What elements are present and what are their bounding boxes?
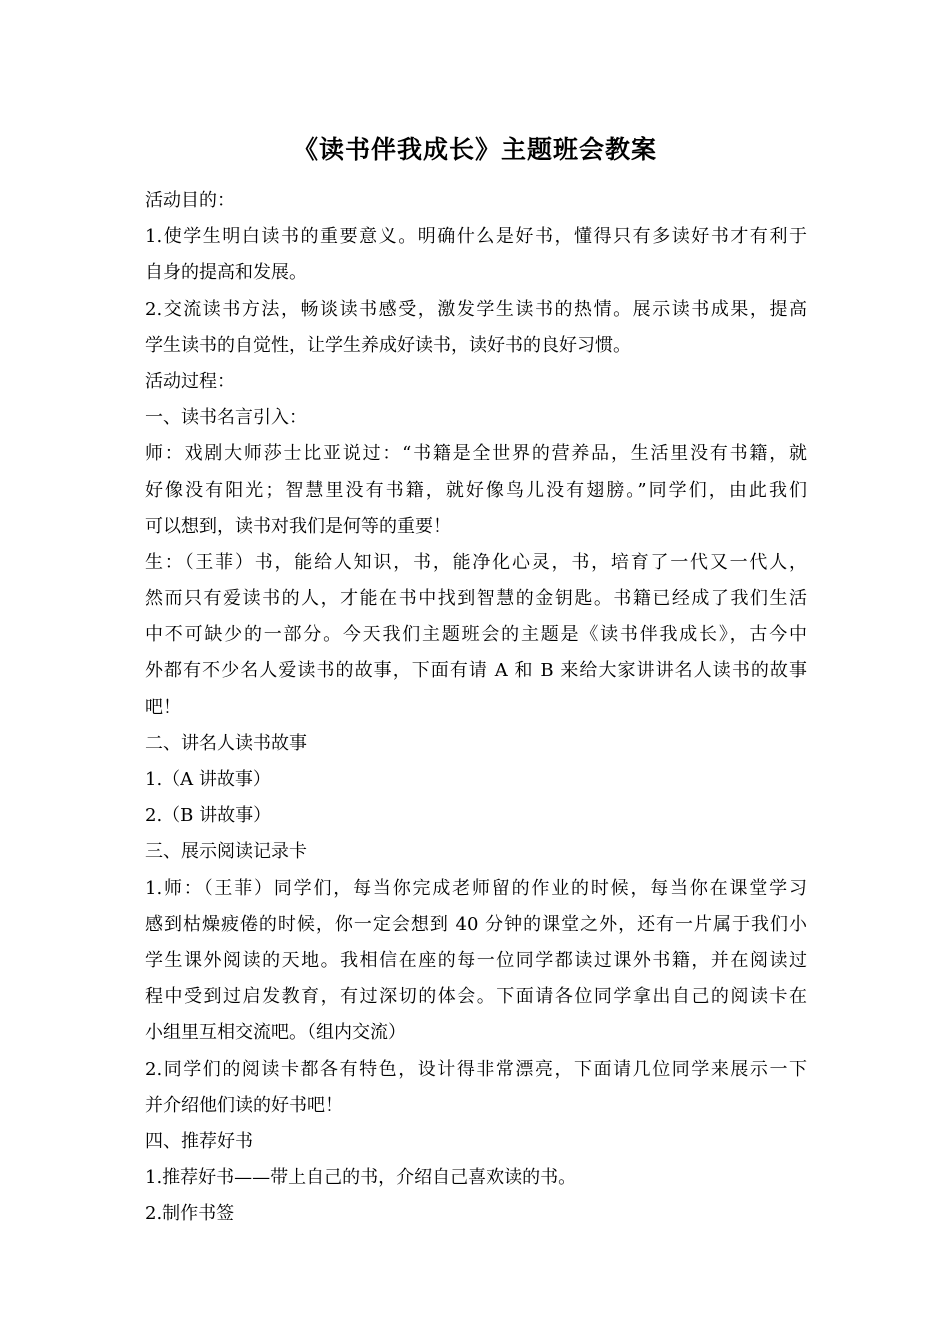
text-line: 感到枯燥疲倦的时候，你一定会想到 40 分钟的课堂之外，还有一片属于我们小 <box>145 913 807 935</box>
text-line: 1.使学生明白读书的重要意义。明确什么是好书，懂得只有多读好书才有利于 <box>145 226 807 248</box>
document-title: 《读书伴我成长》主题班会教案 <box>292 135 657 164</box>
text-line: 中不可缺少的一部分。今天我们主题班会的主题是《读书伴我成长》，古今中 <box>145 624 807 646</box>
text-line: 2.制作书签 <box>145 1203 235 1225</box>
text-line: 程中受到过启发教育，有过深切的体会。下面请各位同学拿出自己的阅读卡在 <box>145 986 807 1008</box>
text-line: 小组里互相交流吧。（组内交流） <box>145 1022 406 1044</box>
text-line: 二、讲名人读书故事 <box>145 732 307 754</box>
text-line: 可以想到，读书对我们是何等的重要！ <box>145 515 451 537</box>
text-line: 学生课外阅读的天地。我相信在座的每一位同学都读过课外书籍，并在阅读过 <box>145 949 807 971</box>
text-line: 一、读书名言引入： <box>145 407 307 429</box>
text-line: 四、推荐好书 <box>145 1130 253 1152</box>
text-line: 1.推荐好书——带上自己的书，介绍自己喜欢读的书。 <box>145 1167 577 1189</box>
text-line: 师：戏剧大师莎士比亚说过：“书籍是全世界的营养品，生活里没有书籍，就 <box>145 443 807 465</box>
text-line: 自身的提高和发展。 <box>145 262 307 284</box>
text-line: 1.（A 讲故事） <box>145 769 271 790</box>
text-line: 活动过程： <box>145 370 235 392</box>
document-body <box>145 183 807 1232</box>
text-line: 好像没有阳光；智慧里没有书籍，就好像鸟儿没有翅膀。”同学们，由此我们 <box>145 479 807 501</box>
text-line: 2.同学们的阅读卡都各有特色，设计得非常漂亮，下面请几位同学来展示一下 <box>145 1058 807 1080</box>
text-line: 2.（B 讲故事） <box>145 805 272 827</box>
text-line: 活动目的： <box>145 190 235 211</box>
text-line: 外都有不少名人爱读书的故事，下面有请 A 和 B 来给大家讲讲名人读书的故事 <box>145 660 807 682</box>
text-line: 三、展示阅读记录卡 <box>145 841 307 863</box>
text-line: 吧！ <box>145 696 181 718</box>
text-line: 并介绍他们读的好书吧！ <box>145 1094 343 1116</box>
text-line: 学生读书的自觉性，让学生养成好读书，读好书的良好习惯。 <box>145 334 631 356</box>
text-line: 生：（王菲）书，能给人知识，书，能净化心灵，书，培育了一代又一代人， <box>145 551 807 573</box>
text-line: 然而只有爱读书的人，才能在书中找到智慧的金钥匙。书籍已经成了我们生活 <box>145 588 807 610</box>
text-line: 2.交流读书方法，畅谈读书感受，激发学生读书的热情。展示读书成果，提高 <box>145 298 807 320</box>
text-line: 1.师：（王菲）同学们，每当你完成老师留的作业的时候，每当你在课堂学习 <box>145 877 807 899</box>
